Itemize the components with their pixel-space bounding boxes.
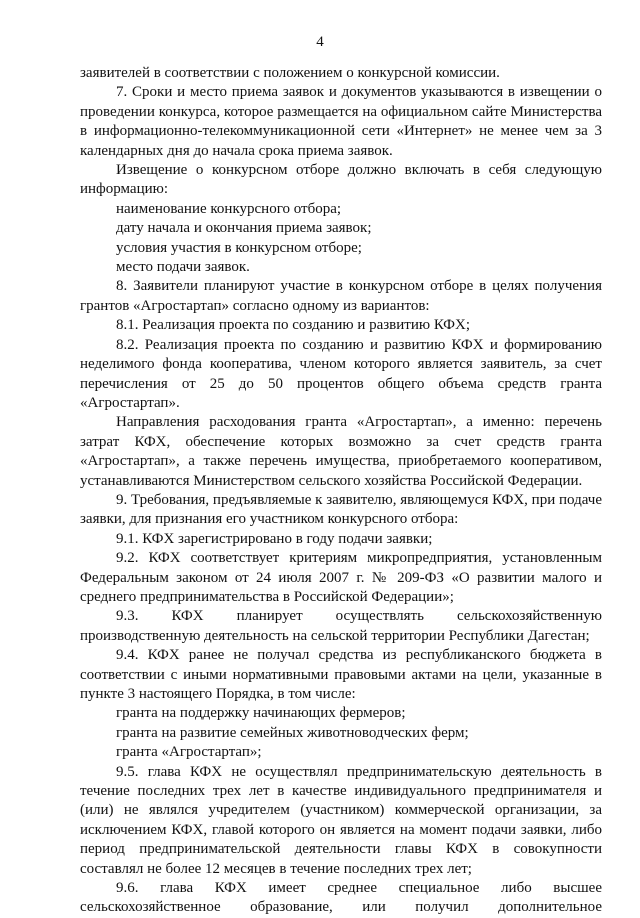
list-item: гранта на поддержку начинающих фермеров; xyxy=(116,705,406,722)
list-item: гранта «Агростартап»; xyxy=(116,744,262,761)
paragraph-8-2: 8.2. Реализация проекта по созданию и развитию КФХ и формированию неделимого фонда кооператива, членом которого является заявитель, за счет перечисления от 25 до 50 процентов общего объема средств гранта «Агростартап». xyxy=(80,336,602,411)
paragraph-notice-intro: Извещение о конкурсном отборе должно включать в себя следующую информацию: xyxy=(80,162,602,198)
paragraph-grant-directions: Направления расходования гранта «Агростартап», а именно: перечень затрат КФХ, обеспечение которых возможно за счет средств гранта «Агростартап», а также перечень имущества, приобретаемого кооперативом, устанавливаются Министерством сельского хозяйства Российской Федерации. xyxy=(80,414,602,489)
paragraph-9-6: 9.6. глава КФХ имеет среднее специальное либо высшее сельскохозяйственное образование, или получил дополнительное xyxy=(80,880,602,916)
paragraph-7: 7. Сроки и место приема заявок и документов указываются в извещении о проведении конкурса, которое размещается на официальном сайте Министерства в информационно-телекоммуникационной сети «Интернет» не менее чем за 3 календарных дня до начала срока приема заявок. xyxy=(80,84,602,159)
list-item: наименование конкурсного отбора; xyxy=(116,200,342,217)
paragraph-9-5: 9.5. глава КФХ не осуществлял предпринимательскую деятельность в течение последних трех лет в качестве индивидуального предпринимателя и (или) не являлся учредителем (участником) коммерческой организации, за исключением КФХ, главой которого он является на момент подачи заявки, либо период предпринимательской деятельности главы КФХ в совокупности составлял не более 12 месяцев в течение последних трех лет; xyxy=(80,763,602,877)
paragraph-9: 9. Требования, предъявляемые к заявителю, являющемуся КФХ, при подаче заявки, для признания его участником конкурсного отбора: xyxy=(80,491,602,528)
paragraph-8-1: 8.1. Реализация проекта по созданию и развитию КФХ; xyxy=(116,317,471,334)
list-item: место подачи заявок. xyxy=(116,259,250,276)
page-number: 4 xyxy=(316,34,324,50)
list-item: гранта на развитие семейных животноводческих ферм; xyxy=(116,724,469,741)
paragraph-8: 8. Заявители планируют участие в конкурсном отборе в целях получения грантов «Агростартап» согласно одному из вариантов: xyxy=(80,278,602,314)
document-body xyxy=(80,64,602,918)
paragraph-9-3: 9.3. КФХ планирует осуществлять сельскохозяйственную производственную деятельность на сельской территории Республики Дагестан; xyxy=(80,608,602,644)
list-item: дату начала и окончания приема заявок; xyxy=(116,220,372,237)
paragraph-9-2: 9.2. КФХ соответствует критериям микропредприятия, установленным Федеральным законом от 24 июля 2007 г. № 209-ФЗ «О развитии малого и среднего предпринимательства в Российской Федерации»; xyxy=(80,550,602,605)
list-item: условия участия в конкурсном отборе; xyxy=(116,239,362,256)
paragraph-9-4: 9.4. КФХ ранее не получал средства из республиканского бюджета в соответствии с иными нормативными правовыми актами на цели, указанные в пункте 3 настоящего Порядка, в том числе: xyxy=(80,647,602,702)
paragraph-continuation: заявителей в соответствии с положением о конкурсной комиссии. xyxy=(80,65,500,81)
paragraph-9-1: 9.1. КФХ зарегистрировано в году подачи заявки; xyxy=(116,530,433,547)
